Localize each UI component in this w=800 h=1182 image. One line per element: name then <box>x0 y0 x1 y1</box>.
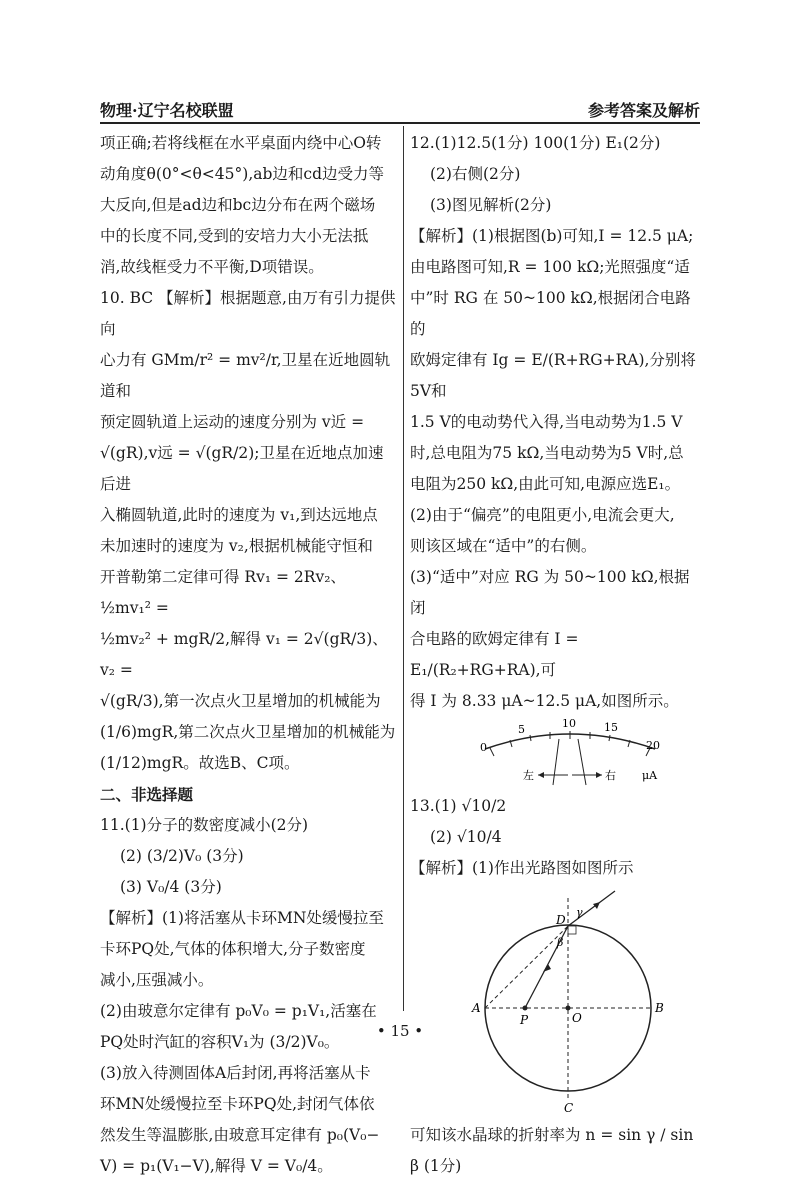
question-12-line: 12.(1)12.5(1分) 100(1分) E₁(2分) <box>410 134 661 152</box>
question-10-line: 10. BC 【解析】根据题意,由万有引力提供向 <box>100 289 396 338</box>
text-line: ½mv₂² + mgR/2,解得 v₁ = 2√(gR/3)、v₂ = <box>100 630 388 679</box>
text-line: 1.5 V的电动势代入得,当电动势为1.5 V <box>410 413 683 431</box>
ammeter-scale-figure <box>410 719 702 789</box>
point-d-label: D <box>556 913 566 927</box>
text-line: 预定圆轨道上运动的速度分别为 v近 = <box>100 413 365 431</box>
section-heading: 二、非选择题 <box>100 785 194 804</box>
angle-gamma-label: γ <box>576 906 583 919</box>
text-line: 心力有 GMm/r² = mv²/r,卫星在近地圆轨道和 <box>100 351 391 400</box>
scale-tick-5: 5 <box>518 723 525 736</box>
point-b-label: B <box>655 1001 664 1015</box>
scale-tick-15: 15 <box>604 721 618 734</box>
left-direction-label: 左 <box>523 769 534 782</box>
text-line: √(gR),v远 = √(gR/2);卫星在近地点加速后进 <box>100 444 384 493</box>
text-line: 然发生等温膨胀,由玻意耳定律有 p₀(V₀− <box>100 1126 380 1144</box>
text-line: 欧姆定律有 Ig = E/(R+RG+RA),分别将5V和 <box>410 351 696 400</box>
text-line: 动角度θ(0°<θ<45°),ab边和cd边受力等 <box>100 165 385 183</box>
final-answer-line: 可知该水晶球的折射率为 n = sin γ / sin β (1分) <box>410 1126 694 1175</box>
page-number: • 15 • <box>376 1022 424 1040</box>
text-line: 未加速时的速度为 v₂,根据机械能守恒和 <box>100 537 373 555</box>
text-line: V) = p₁(V₁−V),解得 V = V₀/4。 <box>100 1157 333 1175</box>
point-a-label: A <box>472 1001 481 1015</box>
question-11-line: 11.(1)分子的数密度减小(2分) <box>100 816 309 834</box>
column-divider <box>403 126 404 1011</box>
unit-label: μA <box>642 769 658 782</box>
text-line: 减小,压强减小。 <box>100 971 214 989</box>
text-line: (2)由玻意尔定律有 p₀V₀ = p₁V₁,活塞在 <box>100 1002 377 1020</box>
text-line: 中的长度不同,受到的安培力大小无法抵 <box>100 227 369 245</box>
scale-tick-10: 10 <box>562 719 576 730</box>
text-line: 项正确;若将线框在水平桌面内绕中心O转 <box>100 134 382 152</box>
text-line: 【解析】(1)根据图(b)可知,I = 12.5 μA; <box>410 227 694 245</box>
text-line: 由电路图可知,R = 100 kΩ;光照强度“适 <box>410 258 690 276</box>
text-line: (3)图见解析(2分) <box>430 196 552 214</box>
text-line: 环MN处缓慢拉至卡环PQ处,封闭气体依 <box>100 1095 375 1113</box>
text-line: (1/12)mgR。故选B、C项。 <box>100 754 300 772</box>
text-line: 中”时 RG 在 50~100 kΩ,根据闭合电路的 <box>410 289 691 338</box>
text-line: (2)由于“偏亮”的电阻更小,电流会更大, <box>410 506 675 524</box>
header-left-title: 物理·辽宁名校联盟 <box>100 101 234 120</box>
text-line: 时,总电阻为75 kΩ,当电动势为5 V时,总 <box>410 444 684 462</box>
text-line: (1/6)mgR,第二次点火卫星增加的机械能为 <box>100 723 396 741</box>
header-right-title: 参考答案及解析 <box>587 101 700 120</box>
text-line: 消,故线框受力不平衡,D项错误。 <box>100 258 324 276</box>
scale-tick-20: 20 <box>646 739 660 752</box>
text-line: √(gR/3),第一次点火卫星增加的机械能为 <box>100 692 381 710</box>
page-header <box>100 92 700 124</box>
text-line: (3)“适中”对应 RG 为 50~100 kΩ,根据闭 <box>410 568 690 617</box>
text-line: 卡环PQ处,气体的体积增大,分子数密度 <box>100 940 366 958</box>
text-line: 大反向,但是ad边和bc边分布在两个磁场 <box>100 196 376 214</box>
text-line: 得 I 为 8.33 μA~12.5 μA,如图所示。 <box>410 692 679 710</box>
text-line: (2) (3/2)V₀ (3分) <box>120 847 244 865</box>
text-line: 合电路的欧姆定律有 I = E₁/(R₂+RG+RA),可 <box>410 630 579 679</box>
right-direction-label: 右 <box>605 769 616 782</box>
text-line: (2) √10/4 <box>430 828 502 846</box>
scale-tick-0: 0 <box>480 741 487 754</box>
point-c-label: C <box>564 1101 574 1115</box>
angle-beta-label: β <box>557 936 564 949</box>
question-13-line: 13.(1) √10/2 <box>410 797 507 815</box>
text-line: 【解析】(1)作出光路图如图所示 <box>410 859 634 877</box>
text-line: 电阻为250 kΩ,由此可知,电源应选E₁。 <box>410 475 681 493</box>
text-line: (3) V₀/4 (3分) <box>120 878 222 896</box>
text-line: PQ处时汽缸的容积V₁为 (3/2)V₀。 <box>100 1033 340 1051</box>
text-line: 入椭圆轨道,此时的速度为 v₁,到达远地点 <box>100 506 378 524</box>
crystal-ball-ray-diagram <box>410 886 702 1118</box>
text-line: (2)右侧(2分) <box>430 165 521 183</box>
text-line: (3)放入待测固体A后封闭,再将活塞从卡 <box>100 1064 371 1082</box>
point-p-label: P <box>520 1013 529 1027</box>
text-line: 开普勒第二定律可得 Rv₁ = 2Rv₂、½mv₁² = <box>100 568 346 617</box>
text-line: 【解析】(1)将活塞从卡环MN处缓慢拉至 <box>100 909 384 927</box>
text-line: 则该区域在“适中”的右侧。 <box>410 537 597 555</box>
center-o-label: O <box>572 1011 582 1025</box>
